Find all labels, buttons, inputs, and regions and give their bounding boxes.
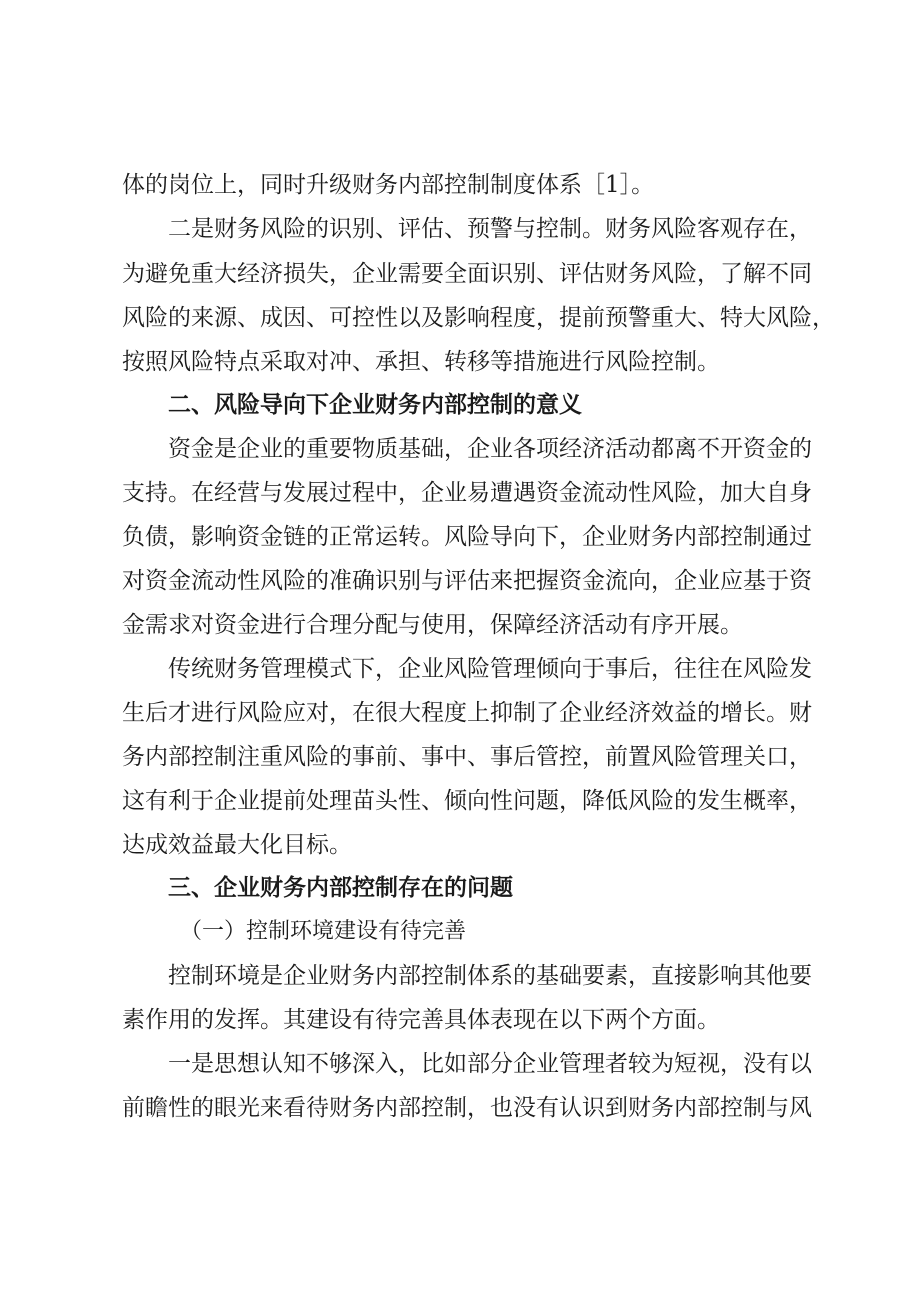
paragraph-line: 风险的来源、成因、可控性以及影响程度，提前预警重大、特大风险， xyxy=(122,305,835,331)
paragraph-line: 为避免重大经济损失，企业需要全面识别、评估财务风险，了解不同 xyxy=(122,261,812,287)
paragraph-line: 素作用的发挥。其建设有待完善具体表现在以下两个方面。 xyxy=(122,1007,720,1033)
section-heading: 三、企业财务内部控制存在的问题 xyxy=(168,875,513,901)
paragraph-line: 二是财务风险的识别、评估、预警与控制。财务风险客观存在， xyxy=(168,216,812,242)
paragraph-line: 资金是企业的重要物质基础，企业各项经济活动都离不开资金的 xyxy=(168,436,812,462)
paragraph-line: 体的岗位上，同时升级财务内部控制制度体系［1］。 xyxy=(122,172,655,198)
paragraph-line: 达成效益最大化目标。 xyxy=(122,832,352,858)
paragraph-line: 控制环境是企业财务内部控制体系的基础要素，直接影响其他要 xyxy=(168,963,812,989)
paragraph-line: 金需求对资金进行合理分配与使用，保障经济活动有序开展。 xyxy=(122,612,743,638)
paragraph-line: 这有利于企业提前处理苗头性、倾向性问题，降低风险的发生概率， xyxy=(122,788,812,814)
paragraph-line: 对资金流动性风险的准确识别与评估来把握资金流向，企业应基于资 xyxy=(122,568,812,594)
subsection-heading: （一）控制环境建设有待完善 xyxy=(180,919,467,944)
paragraph-line: 前瞻性的眼光来看待财务内部控制，也没有认识到财务内部控制与风 xyxy=(122,1095,812,1121)
paragraph-line: 一是思想认知不够深入，比如部分企业管理者较为短视，没有以 xyxy=(168,1051,812,1077)
paragraph-line: 传统财务管理模式下，企业风险管理倾向于事后，往往在风险发 xyxy=(168,656,812,682)
paragraph-line: 负债，影响资金链的正常运转。风险导向下，企业财务内部控制通过 xyxy=(122,524,812,550)
paragraph-line: 务内部控制注重风险的事前、事中、事后管控，前置风险管理关口， xyxy=(122,744,812,770)
paragraph-line: 按照风险特点采取对冲、承担、转移等措施进行风险控制。 xyxy=(122,349,720,375)
paragraph-line: 生后才进行风险应对，在很大程度上抑制了企业经济效益的增长。财 xyxy=(122,700,812,726)
section-heading: 二、风险导向下企业财务内部控制的意义 xyxy=(168,392,582,418)
paragraph-line: 支持。在经营与发展过程中，企业易遭遇资金流动性风险，加大自身 xyxy=(122,480,812,506)
